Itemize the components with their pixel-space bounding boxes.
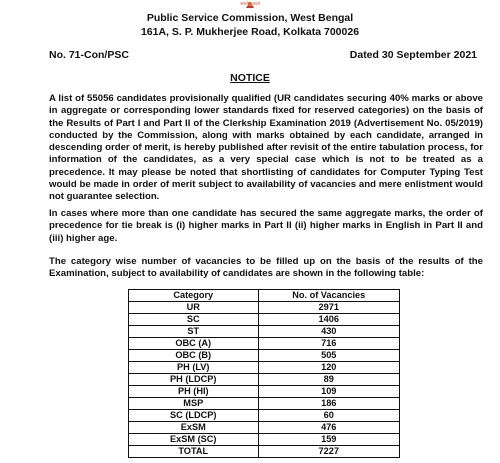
table-row <box>129 314 400 326</box>
vacancy-count-cell: 109 <box>258 386 399 398</box>
table-row <box>129 398 400 410</box>
org-address: 161A, S. P. Mukherjee Road, Kolkata 700026 <box>140 26 360 38</box>
category-cell: UR <box>129 302 259 314</box>
table-row <box>129 446 400 458</box>
table-row <box>129 350 400 362</box>
header-vacancies: No. of Vacancies <box>258 290 399 302</box>
table-row <box>129 374 400 386</box>
vacancy-count-cell: 186 <box>258 398 399 410</box>
table-header-row <box>129 290 400 302</box>
category-cell: PH (LDCP) <box>129 374 259 386</box>
vacancy-count-cell: 89 <box>258 374 399 386</box>
category-cell: SC (LDCP) <box>129 410 259 422</box>
category-cell: MSP <box>129 398 259 410</box>
vacancy-count-cell: 476 <box>258 422 399 434</box>
table-row <box>129 338 400 350</box>
table-row <box>129 434 400 446</box>
vacancy-count-cell: 2971 <box>258 302 399 314</box>
table-row <box>129 422 400 434</box>
vacancy-count-cell: 716 <box>258 338 399 350</box>
notice-paragraph-2: In cases where more than one candidate has secured the same aggregate marks, the order of precedence for tie break is (i) higher marks in Part II (ii) higher marks in English in Part II and (iii) higher age. <box>49 208 483 244</box>
category-cell: PH (HI) <box>129 386 259 398</box>
category-cell: ExSM <box>129 422 259 434</box>
category-cell: OBC (B) <box>129 350 259 362</box>
table-row <box>129 362 400 374</box>
org-name: Public Service Commission, West Bengal <box>146 12 354 24</box>
category-cell: SC <box>129 314 259 326</box>
vacancy-count-cell: 7227 <box>258 446 399 458</box>
reference-number: No. 71-Con/PSC <box>49 49 129 61</box>
vacancy-count-cell: 1406 <box>258 314 399 326</box>
vacancy-count-cell: 430 <box>258 326 399 338</box>
vacancy-table-body <box>129 302 400 458</box>
vacancy-table <box>128 289 400 458</box>
table-row <box>129 386 400 398</box>
vacancy-count-cell: 60 <box>258 410 399 422</box>
notice-date: Dated 30 September 2021 <box>349 49 477 61</box>
table-row <box>129 302 400 314</box>
header-category: Category <box>129 290 259 302</box>
vacancy-count-cell: 159 <box>258 434 399 446</box>
notice-paragraph-1: A list of 55056 candidates provisionally qualified (UR candidates securing 40% marks or above in aggregate or corresponding lower standards fixed for reserved categories) on the basis of the Results of Part I and Part II of the Clerkship Examination 2019 (Advertisement No. 05/2019) conducted by the Commission, along with marks obtained by each candidate, arranged in descending order of merit, is hereby published after revisit of the entire tabulation process, for information of the candidates, as a very special case which is not to be treated as a precedence. It may please be noted that shortlisting of candidates for Computer Typing Test would be made in order of merit subject to availability of vacancies and mere enlistment would not guarantee selection. <box>49 93 483 203</box>
category-cell: OBC (A) <box>129 338 259 350</box>
category-cell: PH (LV) <box>129 362 259 374</box>
vacancy-count-cell: 120 <box>258 362 399 374</box>
category-cell: ST <box>129 326 259 338</box>
notice-paragraph-3: The category wise number of vacancies to be filled up on the basis of the results of the Examination, subject to availability of candidates are shown in the following table: <box>49 256 483 280</box>
category-cell: ExSM (SC) <box>129 434 259 446</box>
category-cell: TOTAL <box>129 446 259 458</box>
vacancy-count-cell: 505 <box>258 350 399 362</box>
table-row <box>129 410 400 422</box>
notice-title: NOTICE <box>230 72 270 84</box>
emblem-caption: सत्यमेव जयते <box>240 1 260 6</box>
table-row <box>129 326 400 338</box>
